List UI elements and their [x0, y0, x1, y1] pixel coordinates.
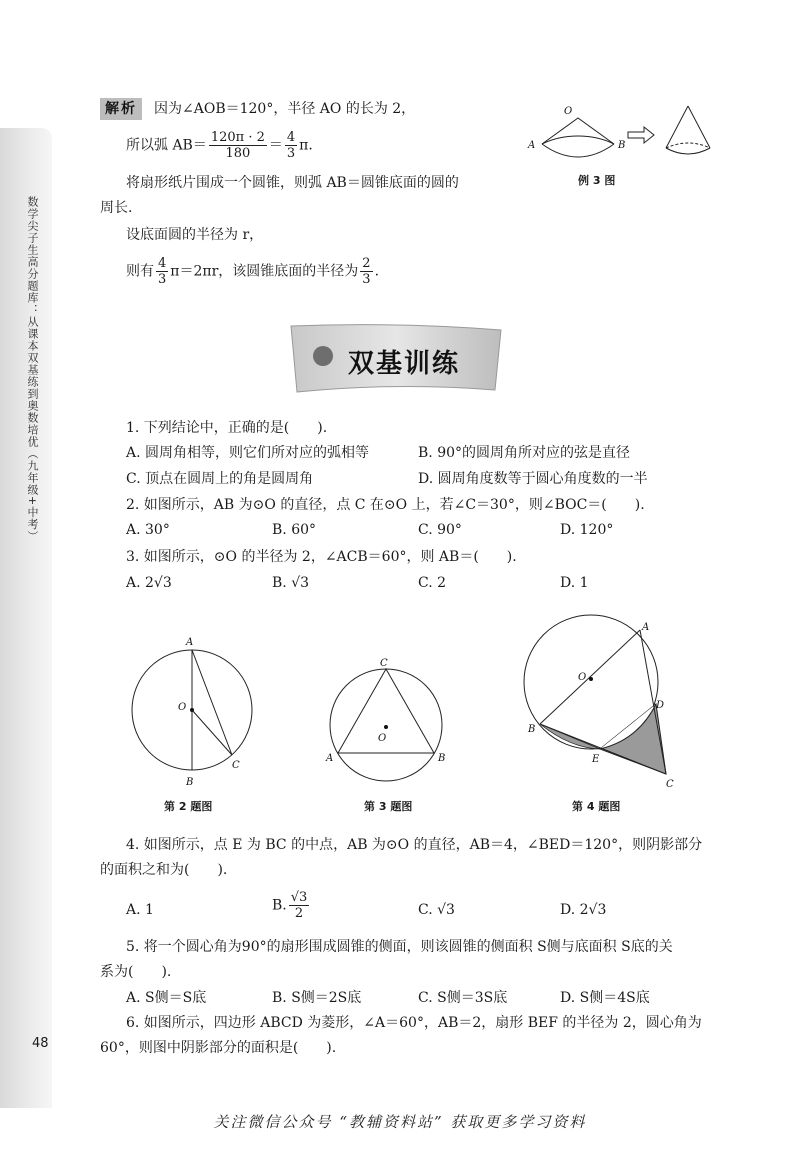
section-banner-title: 双基训练 — [348, 349, 461, 379]
fig4-label-a: A — [642, 622, 650, 633]
fig4-label-b: B — [528, 724, 536, 735]
q4-option-a: A. 1 — [126, 902, 154, 918]
fraction-sqrt3-2: $\frac{√3}{2}$ — [290, 890, 308, 921]
q4-option-c: C. √3 — [418, 902, 455, 918]
fig3-label-o: O — [378, 733, 387, 744]
fig2-label-a: A — [186, 637, 194, 648]
fig2-label-c: C — [232, 760, 240, 771]
solution-line-4: 周长. — [100, 200, 133, 216]
fig2-label-o: O — [178, 702, 187, 713]
q3-option-b: B. √3 — [272, 575, 310, 591]
question-6-line-2: 60°，则图中阴影部分的面积是( ). — [100, 1040, 337, 1056]
figure-4 — [520, 612, 690, 792]
fig4-label-d: D — [656, 700, 665, 711]
fraction-2-3: $\frac{2}{3}$ — [362, 256, 371, 287]
q1-option-c: C. 顶点在圆周上的角是圆周角 — [126, 471, 314, 487]
footer-note: 关注微信公众号 “教辅资料站” 获取更多学习资料 — [213, 1113, 587, 1131]
q1-option-d: D. 圆周角度数等于圆心角度数的一半 — [418, 471, 648, 487]
fig4-label-o: O — [578, 672, 587, 683]
solution-line-2: 所以弧 AB＝ $\frac{120\pi \cdot 2}{180}$ ＝ $\frac{4}{3}$ π. — [126, 130, 313, 161]
example-3-figure — [520, 100, 740, 190]
solution-line-3: 将扇形纸片围成一个圆锥，则弧 AB＝圆锥底面的圆的 — [126, 175, 459, 191]
figure-4-caption: 第 4 题图 — [572, 800, 621, 813]
q2-option-c: C. 90° — [418, 522, 462, 538]
solution-line-1 — [100, 98, 415, 120]
question-6-line-1: 6. 如图所示，四边形 ABCD 为菱形，∠A＝60°，AB＝2，扇形 BEF 的半径为 2，圆心角为 — [126, 1015, 702, 1031]
cone-icon — [666, 106, 710, 154]
figure-2-caption: 第 2 题图 — [164, 800, 213, 813]
q2-option-d: D. 120° — [560, 522, 614, 538]
solution-text-1: 因为∠AOB＝120°，半径 AO 的长为 2， — [154, 101, 416, 117]
q1-option-a: A. 圆周角相等，则它们所对应的弧相等 — [126, 445, 370, 461]
q3-option-c: C. 2 — [418, 575, 447, 591]
q5-option-c: C. S侧＝3S底 — [418, 990, 508, 1006]
q2-option-b: B. 60° — [272, 522, 317, 538]
banner-dot-icon — [313, 346, 333, 366]
question-2: 2. 如图所示，AB 为⊙O 的直径，点 C 在⊙O 上，若∠C＝30°，则∠BOC＝( ). — [126, 497, 645, 513]
question-4-line-2: 的面积之和为( ). — [100, 862, 228, 878]
solution-line-5: 设底面圆的半径为 r， — [126, 227, 264, 243]
label-o: O — [564, 106, 573, 117]
question-4-line-1: 4. 如图所示，点 E 为 BC 的中点，AB 为⊙O 的直径，AB＝4，∠BED＝120°，则阴影部分 — [126, 837, 703, 853]
fig4-label-e: E — [592, 754, 600, 765]
solution-badge: 解析 — [100, 98, 142, 120]
fraction-4-3b: $\frac{4}{3}$ — [158, 256, 167, 287]
q5-option-a: A. S侧＝S底 — [126, 990, 207, 1006]
question-3: 3. 如图所示，⊙O 的半径为 2，∠ACB＝60°，则 AB＝( ). — [126, 549, 517, 565]
question-5-line-1: 5. 将一个圆心角为90°的扇形围成圆锥的侧面，则该圆锥的侧面积 S侧与底面积 S底的关 — [126, 939, 673, 955]
label-b: B — [618, 140, 626, 151]
fraction-4-3: $\frac{4}{3}$ — [286, 130, 296, 161]
q2-option-a: A. 30° — [126, 522, 170, 538]
solution-line-6: 则有 $\frac{4}{3}$ π＝2πr，该圆锥底面的半径为 $\frac{2}{3}$ . — [126, 256, 380, 287]
q5-option-b: B. S侧＝2S底 — [272, 990, 362, 1006]
figure-2 — [120, 630, 270, 795]
q1-option-b: B. 90°的圆周角所对应的弦是直径 — [418, 445, 631, 461]
fig2-label-b: B — [186, 777, 194, 788]
q5-option-d: D. S侧＝4S底 — [560, 990, 650, 1006]
book-title-vertical: 数学尖子生高分题库：从课本双基练到奥数培优（九年级+中考） — [26, 196, 39, 543]
question-1: 1. 下列结论中，正确的是( ). — [126, 420, 328, 436]
fig3-label-a: A — [326, 753, 334, 764]
label-a: A — [528, 140, 536, 151]
q4-option-d: D. 2√3 — [560, 902, 607, 918]
fraction-arc: $\frac{120\pi \cdot 2}{180}$ — [210, 130, 265, 161]
q3-option-a: A. 2√3 — [126, 575, 172, 591]
figure-3 — [320, 655, 460, 790]
figure-3-caption: 第 3 题图 — [364, 800, 413, 813]
q3-option-d: D. 1 — [560, 575, 589, 591]
example-3-caption: 例 3 图 — [578, 174, 616, 187]
fig3-label-c: C — [380, 658, 388, 669]
q4-option-b: B. $\frac{√3}{2}$ — [272, 890, 308, 921]
solution-text-2a: 所以弧 AB＝ — [126, 137, 207, 154]
question-5-line-2: 系为( ). — [100, 964, 172, 980]
page-number: 48 — [32, 1036, 49, 1051]
fig4-label-c: C — [666, 779, 674, 790]
arrow-right-icon — [628, 127, 654, 143]
fig3-label-b: B — [438, 753, 446, 764]
